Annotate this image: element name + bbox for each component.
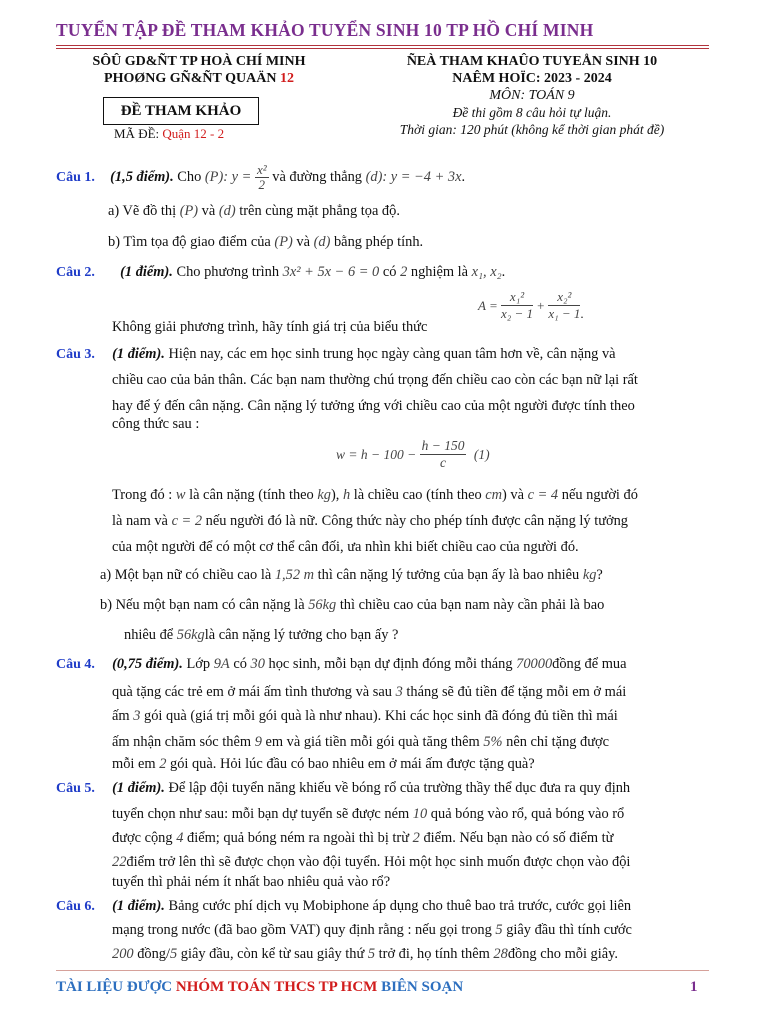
q5-text-5: điểm; quả bóng ném ra ngoài thì bị trừ (187, 830, 410, 846)
fraction-1-denominator: x₂ − 1 (500, 306, 534, 321)
q5-text-7: điểm trở lên thì sẽ được chọn vào đội tuyển. Hỏi một học sinh muốn được chọn vào đội (126, 854, 631, 870)
period: . (461, 168, 466, 185)
q1a-d: (d) (218, 203, 236, 219)
unit-kg: kg (317, 487, 331, 503)
q6-seconds: 5 (495, 922, 503, 938)
exam-title-line: ÑEÀ THAM KHAÛO TUYEÅN SINH 10 (406, 54, 658, 69)
question-4-line-5 (112, 751, 716, 777)
variable-definitions-3: của một người để có một cơ thể cân đối, ưa nhìn khi biết chiều cao của người đó. (112, 539, 579, 555)
period: . (580, 306, 584, 321)
c-equals-2: c = 2 (171, 513, 203, 529)
question-5-points: (1 điểm). (112, 780, 165, 796)
definitions-intro: Trong đó : (112, 487, 173, 503)
department-line-1: SÔÛ GD&ÑT TP HOÀ CHÍ MINH (92, 54, 306, 69)
question-1-text: Cho (177, 168, 202, 185)
question-4-line-2 (112, 679, 716, 705)
q1b-text-2: bằng phép tính. (333, 234, 424, 250)
q4-text-5: quà tặng các trẻ em ở mái ấm tình thương và sau (112, 684, 392, 700)
q3b-text-2: thì chiều cao của bạn nam này cần phải là bao (339, 597, 605, 613)
q6-text-5: giây đầu, còn kể từ sau giây thứ (180, 946, 365, 962)
q5-text-4: được cộng (112, 830, 173, 846)
footer-text-2: BIÊN SOẠN (377, 979, 464, 995)
fraction-1-numerator: x₁² (501, 289, 533, 306)
question-2 (56, 259, 716, 286)
question-count: Đề thi gồm 8 câu hỏi tự luận. (452, 105, 612, 120)
question-1-points: (1,5 điểm). (110, 168, 174, 185)
q4-text-7: ấm (112, 708, 130, 724)
question-5-line-3 (112, 825, 716, 851)
department-line-2 (64, 71, 334, 87)
definitions-text-6: là nam và (112, 513, 168, 529)
footer-group-name: NHÓM TOÁN THCS TP HCM (175, 979, 378, 995)
question-2-text-3: nghiệm là (410, 264, 469, 280)
department-name: PHOØNG GÑ&ÑT QUAÄN (104, 71, 280, 86)
header-rule-thin (56, 48, 709, 49)
subject: MÔN: TOÁN 9 (489, 88, 575, 103)
question-3a (100, 562, 716, 588)
var-h: h (342, 487, 351, 503)
q1a-and: và (201, 203, 216, 219)
q4-text-10: em và giá tiền mỗi gói quà tăng thêm (265, 734, 480, 750)
variable-definitions-2 (112, 508, 716, 534)
exam-code (114, 126, 224, 142)
c-equals-4: c = 4 (527, 487, 559, 503)
formula-denominator: c (440, 455, 447, 470)
question-3-para-2: chiều cao của bản thân. Các bạn nam thường chú trọng đến chiều cao còn các bạn nữ lại rất (112, 372, 638, 388)
question-4-line-3 (112, 703, 716, 729)
q4-gifts-2: 2 (159, 756, 167, 772)
q1a-text-2: trên cùng mặt phẳng tọa độ. (239, 203, 400, 219)
q5-threshold: 22 (112, 854, 127, 870)
question-4-points: (0,75 điểm). (112, 656, 183, 672)
variable-definitions (112, 482, 716, 508)
q4-students: 30 (250, 656, 265, 672)
q4-gifts: 3 (133, 708, 141, 724)
q3b-text-4: là cân nặng lý tưởng cho bạn ấy ? (204, 627, 399, 643)
q3b-text-3: nhiêu để (124, 627, 174, 643)
question-3-label: Câu 3. (56, 347, 95, 362)
q6-text-6: trở đi, họ tính thêm (378, 946, 490, 962)
q3a-unit: kg (582, 567, 597, 583)
q3a-question-mark: ? (596, 567, 603, 583)
q4-text: Lớp (186, 656, 211, 672)
fraction-denominator: 2 (258, 177, 266, 192)
formula-numerator: h − 150 (421, 438, 465, 453)
question-3-para-3: hay để ý đến cân nặng. Cân nặng lý tưởng ứng với chiều cao của một người được tính theo (112, 398, 635, 414)
question-1-label: Câu 1. (56, 169, 95, 185)
q5-plus-points: 4 (176, 830, 184, 846)
time-limit: Thời gian: 120 phút (không kể thời gian phát đề) (399, 122, 665, 137)
q4-text-11: nên chỉ tặng được (506, 734, 610, 750)
q4-text-8: gói quà (giá trị mỗi gói quà là như nhau). Khi các học sinh đã đóng đủ tiền thì mái (144, 708, 618, 724)
quadratic-equation: 3x² + 5x − 6 = 0 (282, 264, 380, 280)
q3b-weight: 56kg (308, 597, 337, 613)
exam-type-box (103, 97, 259, 125)
q5-text: Để lập đội tuyển năng khiếu về bóng rổ của trường thầy thể dục đưa ra quy định (168, 780, 631, 796)
definitions-text-2: ), (330, 487, 340, 503)
q6-seconds-2: 5 (169, 946, 178, 962)
q3b-text: b) Nếu một bạn nam có cân nặng là (100, 597, 305, 613)
question-6-line-3 (112, 941, 716, 967)
q3b-weight-2: 56kg (176, 627, 205, 643)
question-6 (56, 893, 716, 920)
q6-text-7: đồng cho mỗi giây. (507, 946, 618, 962)
unit-cm: cm (485, 487, 503, 503)
question-1 (56, 163, 716, 192)
q1b-text: b) Tìm tọa độ giao điểm của (108, 234, 271, 250)
definitions-text: là cân nặng (tính theo (189, 487, 314, 503)
district-number: 12 (279, 71, 294, 86)
question-3 (56, 341, 716, 368)
question-2-points: (1 điểm). (120, 264, 173, 280)
q6-text: Bảng cước phí dịch vụ Mobiphone áp dụng cho thuê bao trả trước, cước gọi liên (168, 898, 632, 914)
question-3b-line-2 (124, 622, 716, 648)
q1b-P: (P) (274, 234, 293, 250)
definitions-text-7: nếu người đó là nữ. Công thức này cho phép tính được cân nặng lý tưởng (205, 513, 628, 529)
fraction-2 (548, 289, 580, 322)
fraction-2-denominator: x₁ − 1 (548, 306, 581, 321)
q4-text-9: ấm nhận chăm sóc thêm (112, 734, 252, 750)
formula-left: w = h − 100 − (336, 446, 417, 462)
question-1-text-2: và đường thẳng (272, 168, 362, 185)
q4-class: 9A (213, 656, 230, 672)
line-equation: (d): y = −4 + 3x (365, 168, 462, 185)
formula-tag: (1) (473, 446, 490, 462)
q4-text-4: đồng để mua (552, 656, 627, 672)
q4-percent: 5% (483, 734, 503, 750)
question-2-text: Cho phương trình (176, 264, 280, 280)
exam-code-label: MÃ ĐỀ: (114, 126, 163, 141)
header-rule (56, 45, 709, 46)
question-3-points: (1 điểm). (112, 346, 165, 362)
q6-extra-fee: 28 (493, 946, 508, 962)
q4-text-2: có (233, 656, 247, 672)
definitions-text-3: là chiều cao (tính theo (353, 487, 482, 503)
q4-text-12: mỗi em (112, 756, 156, 772)
question-6-label: Câu 6. (56, 899, 95, 914)
q1a-P: (P) (179, 203, 199, 219)
q4-text-3: học sinh, mỗi bạn dự định đóng mỗi tháng (268, 656, 513, 672)
q6-text-4: đồng/ (137, 946, 170, 962)
expression-A (478, 289, 584, 322)
q1b-and: và (296, 234, 310, 250)
q3a-height: 1,52 m (274, 567, 315, 583)
q4-months: 3 (395, 684, 403, 700)
var-w: w (175, 487, 186, 503)
question-5-line-5: tuyển thì phải ném ít nhất bao nhiêu quả vào rổ? (112, 874, 391, 890)
definitions-text-5: nếu người đó (561, 487, 638, 503)
fraction-1 (501, 289, 533, 322)
question-5-line-2 (112, 801, 716, 827)
q5-text-2: tuyển chọn như sau: mỗi bạn dự tuyển sẽ được ném (112, 806, 410, 822)
q6-seconds-3: 5 (367, 946, 376, 962)
plus-sign: + (536, 297, 546, 313)
ideal-weight-formula (336, 438, 490, 471)
q6-fee: 200 (112, 946, 134, 962)
parabola-label: (P): y = (204, 168, 252, 185)
exam-type-label: ĐỀ THAM KHẢO (120, 103, 242, 119)
q4-amount: 70000 (516, 656, 553, 672)
exam-code-value: Quận 12 - 2 (162, 126, 225, 141)
q1a-text: a) Vẽ đồ thị (108, 203, 177, 219)
question-2-text-2: có (382, 264, 397, 280)
question-1b (108, 229, 423, 255)
q5-minus-points: 2 (412, 830, 420, 846)
period: . (501, 264, 506, 280)
q4-text-6: tháng sẽ đủ tiền để tặng mỗi em ở mái (406, 684, 627, 700)
q5-text-3: quả bóng vào rổ, quả bóng vào rổ (430, 806, 625, 822)
question-3b (100, 592, 716, 618)
q3a-text: a) Một bạn nữ có chiều cao là (100, 567, 272, 583)
definitions-text-4: ) và (502, 487, 525, 503)
q6-text-2: mạng trong nước (đã bao gồm VAT) quy định rằng : nếu gọi trong (112, 922, 492, 938)
question-1a (108, 198, 400, 224)
question-4 (56, 651, 716, 678)
question-6-line-2 (112, 917, 716, 943)
A-label: A = (478, 297, 498, 313)
fraction-numerator: x² (256, 162, 267, 177)
q5-balls: 10 (412, 806, 428, 822)
q4-extra-children: 9 (254, 734, 262, 750)
question-3-para-1: Hiện nay, các em học sinh trung học ngày càng quan tâm hơn về, cân nặng và (168, 346, 616, 362)
parabola-fraction (255, 163, 269, 192)
q6-text-3: giây đầu thì tính cước (506, 922, 632, 938)
question-2-instruction: Không giải phương trình, hãy tính giá trị của biểu thức (112, 319, 428, 335)
question-4-label: Câu 4. (56, 657, 95, 672)
page-number: 1 (690, 979, 698, 995)
q4-text-13: gói quà. Hỏi lúc đầu có bao nhiêu em ở mái ấm được tặng quà? (170, 756, 535, 772)
question-3-para-4: công thức sau : (112, 416, 200, 432)
formula-fraction (420, 438, 467, 471)
footer-credit (56, 979, 463, 996)
footer-rule (56, 970, 709, 971)
school-year: NAÊM HOÏC: 2023 - 2024 (452, 71, 612, 86)
document-series-title: TUYỂN TẬP ĐỀ THAM KHẢO TUYỂN SINH 10 TP HỒ CHÍ MINH (56, 20, 594, 40)
roots-label: x₁, x₂ (471, 264, 502, 280)
question-5 (56, 775, 716, 802)
question-5-label: Câu 5. (56, 781, 95, 796)
question-2-label: Câu 2. (56, 265, 95, 280)
q5-text-6: điểm. Nếu bạn nào có số điểm từ (423, 830, 614, 846)
root-count: 2 (400, 264, 408, 280)
fraction-2-numerator: x₂² (548, 289, 580, 306)
q1b-d: (d) (313, 234, 331, 250)
q3a-text-2: thì cân nặng lý tưởng của bạn ấy là bao nhiêu (317, 567, 580, 583)
footer-text-1: TÀI LIỆU ĐƯỢC (56, 979, 176, 995)
question-6-points: (1 điểm). (112, 898, 165, 914)
